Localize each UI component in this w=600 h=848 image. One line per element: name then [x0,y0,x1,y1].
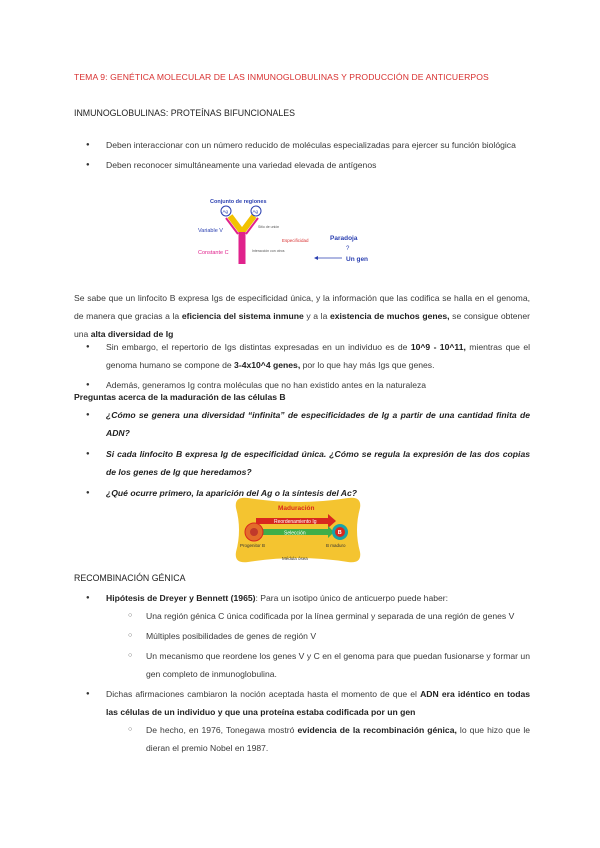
list-item: ● ¿Qué ocurre primero, la aparición del Ag o la síntesis del Ac? [74,484,530,502]
list-item: ○ Una región génica C única codificada por la línea germinal y separada de una región de genes V [74,607,530,625]
text: existencia de muchos genes, [329,311,450,321]
text: Se sabe que un linfocito B expresa Igs de especificidad única, y la información que las codifica se halla en el genoma, de manera que gracias a la [74,293,530,321]
fig1-mid-label: Especificidad [282,238,309,243]
fig1-arrowhead [314,256,318,260]
fig2-title: Maduración [278,505,315,512]
recomb-list [74,589,530,757]
fig2-right-cell-label: B maduro [326,543,346,548]
list-item: ● Deben interaccionar con un número reducido de moléculas especializadas para ejercer su función biológica [74,136,530,154]
fig1-variable-label: Variable V [198,228,223,234]
list-item [74,685,530,721]
text: Hipótesis de Dreyer y Bennett (1965) [106,593,256,603]
list-item: ● Deben reconocer simultáneamente una variedad elevada de antígenos [74,156,530,174]
list-item [74,338,530,374]
text: 10^9 - 10^11, [410,342,466,352]
list-item: ● Si cada linfocito B expresa Ig de especificidad única. ¿Cómo se regula la expresión de las dos copias de los genes de Ig que heredamos? [74,445,530,481]
list-item: ○ Múltiples posibilidades de genes de región V [74,627,530,645]
fig2-left-cell-label: Progenitor B [240,543,266,548]
fig1-paradoja: Paradoja [330,235,358,242]
fig1-right-arm [242,216,254,232]
text: alta diversidad de Ig [90,329,174,339]
section-heading-inmunoglobulinas: INMUNOGLOBULINAS: PROTEÍNAS BIFUNCIONALES [74,108,295,118]
text: mientras que el genoma humano se compone de [106,342,531,370]
fig2-left-nucleus [250,528,258,536]
page-title: TEMA 9: GENÉTICA MOLECULAR DE LAS INMUNOGLOBULINAS Y PRODUCCIÓN DE ANTICUERPOS [74,72,489,82]
fig2-arrow2: Selección [284,530,306,537]
text: lo que hizo que le dieran el premio Nobel en 1987. [146,725,531,753]
intro-list [74,136,530,174]
section-heading-recombinacion: RECOMBINACIÓN GÉNICA [74,573,186,583]
text: ADN era idéntico en todas las células de un individuo y que una proteína estaba codificada por un gen [106,689,530,717]
text: se consigue obtener una [74,311,530,339]
fig1-small1: Sitio de unión [258,225,280,229]
fig2-cell-letter: B [337,530,342,536]
text: y a la [303,311,330,321]
text: Dichas afirmaciones cambiaron la noción aceptada hasta el momento de que el [106,689,421,699]
list-item: ● ¿Cómo se genera una diversidad “infinita” de especificidades de Ig a partir de una cantidad finita de ADN? [74,406,530,442]
text: eficiencia del sistema inmune [181,311,304,321]
text: De hecho, en 1976, Tonegawa mostró [146,725,298,735]
fig1-top-label: Conjunto de regiones [210,199,267,205]
fig1-ag-left-label: Ag [222,209,229,214]
text: : Para un isotipo único de anticuerpo puede haber: [255,593,449,603]
list-item [74,721,530,757]
questions-heading: Preguntas acerca de la maduración de las células B [74,392,286,402]
fig2-arrow1: Reordenamiento Ig [274,519,317,525]
maduracion-figure [232,494,364,566]
fig1-small2: Interacción con otros [252,249,285,253]
text: por lo que hay más Igs que genes. [300,360,435,370]
list-item [74,589,530,607]
fig1-constant-label: Constante C [198,250,229,256]
repertorio-list [74,338,530,394]
text: 3-4x10^4 genes, [234,360,301,370]
questions-list [74,406,530,502]
paragraph-linfocito [74,289,530,343]
list-item: ○ Un mecanismo que reordene los genes V y C en el genoma para que puedan fusionarse y formar un gen completo de inmunoglobulina. [74,647,530,683]
antibody-figure [196,192,396,268]
text: Sin embargo, el repertorio de Igs distintas expresadas en un individuo es de [106,342,411,352]
fig1-ag-right-label: Ag [252,209,259,214]
list-item: ● Además, generamos Ig contra moléculas que no han existido antes en la naturaleza [74,376,530,394]
fig1-question: ? [346,246,350,252]
fig1-un-gen: Un gen [346,256,369,263]
fig2-bottom: Médula ósea [282,556,308,561]
text: evidencia de la recombinación génica, [297,725,457,735]
